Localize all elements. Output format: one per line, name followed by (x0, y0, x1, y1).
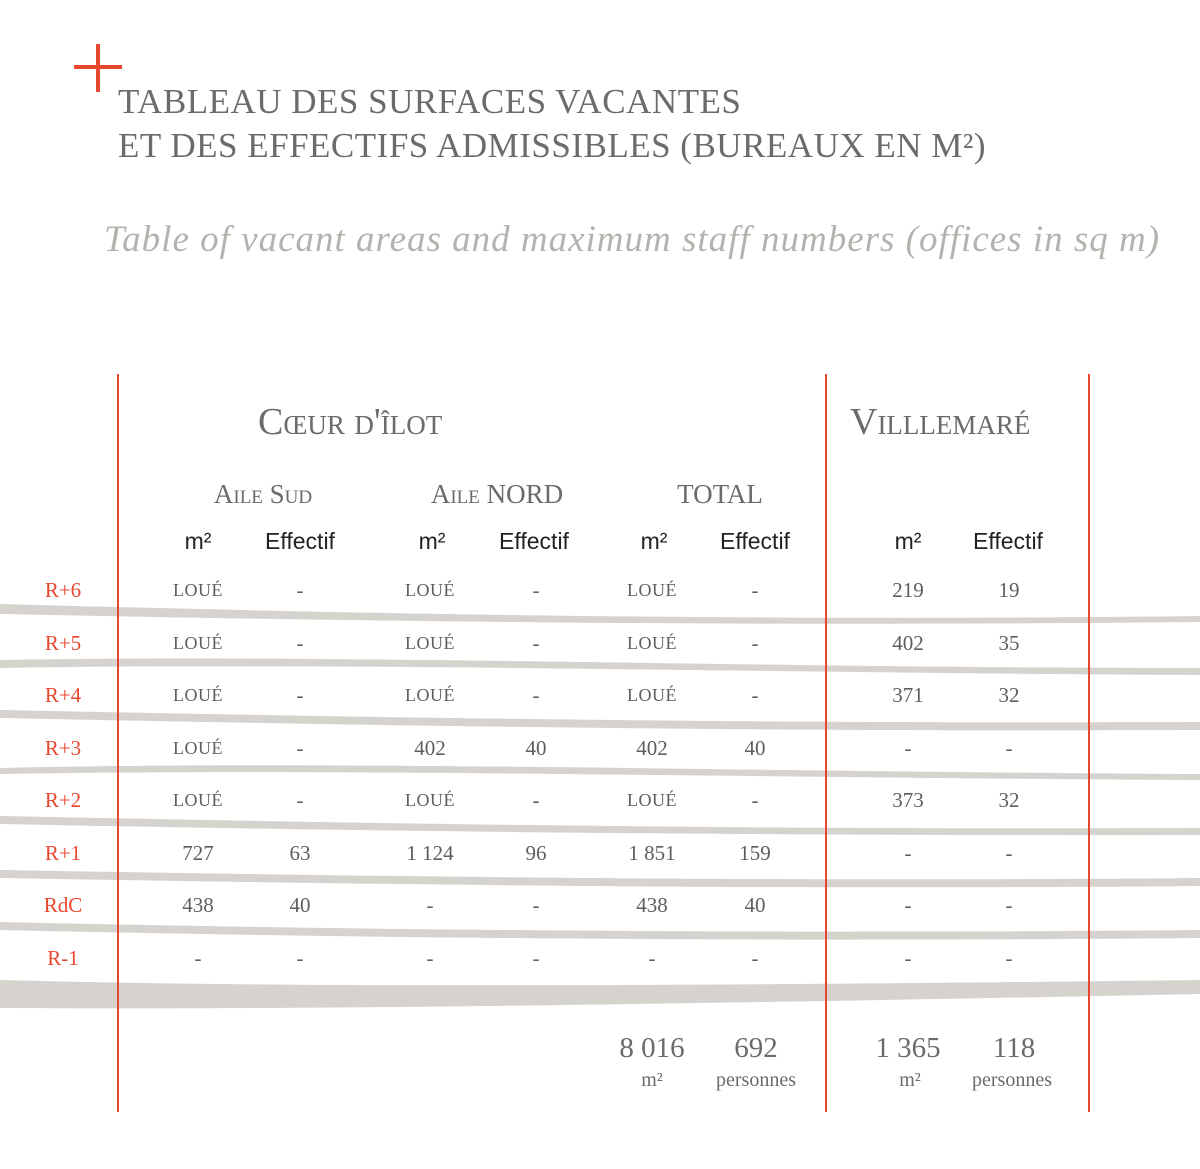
table-cell: 438 (636, 893, 668, 917)
row-label: R+5 (44, 630, 82, 655)
table-cell: - (532, 788, 540, 812)
table-cell: LOUÉ (173, 685, 223, 705)
divider-middle (825, 374, 827, 1112)
table-cell: 438 (182, 893, 214, 917)
total-coeur-staff-unit: personnes (716, 1069, 796, 1091)
total-villlemare-area-unit: m² (899, 1069, 921, 1091)
section-coeur-dilot: Cœur d'îlot (258, 401, 443, 443)
table-cell: 219 (892, 578, 924, 602)
divider-right (1088, 374, 1090, 1112)
table-cell: 402 (636, 735, 668, 760)
band-7 (0, 922, 1200, 940)
table-cell: - (532, 683, 540, 707)
table-cell: - (426, 893, 434, 917)
row-label: R+2 (44, 788, 82, 812)
table-cell: 40 (744, 735, 766, 760)
band-5 (0, 816, 1200, 835)
band-4 (0, 765, 1200, 780)
table-cell: LOUÉ (173, 632, 223, 653)
table-cell: LOUÉ (173, 737, 223, 758)
table-cell: 159 (739, 840, 771, 865)
title-line-1: TABLEAU DES SURFACES VACANTES (118, 82, 742, 121)
total-villlemare-staff-unit: personnes (972, 1069, 1052, 1091)
table-cell: 1 124 (406, 840, 454, 865)
total-coeur-area-unit: m² (641, 1069, 663, 1091)
col-header-m2: m² (184, 528, 212, 554)
table-cell: LOUÉ (173, 580, 223, 600)
table-cell: 19 (998, 578, 1020, 602)
table-cell: 1 851 (628, 840, 676, 865)
col-header-effectif: Effectif (499, 528, 569, 554)
table-cell: LOUÉ (627, 580, 677, 600)
table-cell: - (532, 893, 540, 917)
table-cell: LOUÉ (173, 790, 223, 810)
row-label: R+3 (44, 735, 82, 760)
table-cell: - (648, 945, 656, 970)
col-header-m2: m² (640, 528, 668, 554)
table-cell: LOUÉ (405, 632, 455, 653)
total-villlemare-staff: 118 (992, 1032, 1036, 1064)
table-cell: - (426, 945, 434, 970)
table-cell: - (904, 840, 912, 865)
table-cell: - (194, 945, 202, 970)
section-villlemare: Villlemaré (850, 401, 1031, 443)
table-cell: - (904, 945, 912, 970)
table-cell: - (296, 578, 304, 602)
band-3 (0, 710, 1200, 730)
table-cell: - (1005, 893, 1013, 917)
table-cell: - (751, 578, 759, 602)
table-cell: - (1005, 735, 1013, 760)
table-cell: - (296, 683, 304, 707)
table-cell: LOUÉ (627, 685, 677, 705)
table-cell: 40 (525, 735, 547, 760)
table-cell: - (296, 945, 304, 970)
table-cell: - (1005, 840, 1013, 865)
band-8 (0, 980, 1200, 1008)
table-cell: LOUÉ (627, 790, 677, 810)
table-cell: - (296, 630, 304, 655)
page-subtitle: Table of vacant areas and maximum staff numbers (offices in sq m) (104, 219, 1161, 260)
col-header-m2: m² (894, 528, 922, 554)
divider-left (117, 374, 119, 1112)
table-cell: - (751, 630, 759, 655)
row-label: R-1 (47, 945, 79, 970)
table-cell: LOUÉ (405, 685, 455, 705)
table-cell: 373 (892, 788, 924, 812)
row-label: RdC (43, 893, 83, 917)
band-1 (0, 604, 1200, 624)
table-cell: 402 (414, 735, 446, 760)
table-cell: - (1005, 945, 1013, 970)
table-cell: - (751, 788, 759, 812)
table-cell: - (532, 630, 540, 655)
table-cell: LOUÉ (405, 580, 455, 600)
table-cell: LOUÉ (405, 790, 455, 810)
total-coeur-area: 8 016 (619, 1032, 685, 1064)
col-header-effectif: Effectif (973, 528, 1043, 554)
table-cell: - (751, 683, 759, 707)
table-cell: 96 (525, 840, 547, 865)
total-villlemare-area: 1 365 (875, 1032, 941, 1064)
table-cell: 371 (892, 683, 924, 707)
band-2 (0, 659, 1200, 675)
table-cell: - (904, 735, 912, 760)
row-label: R+4 (44, 683, 82, 707)
table-cell: 40 (289, 893, 311, 917)
table-cell: LOUÉ (627, 632, 677, 653)
table-cell: 35 (998, 630, 1020, 655)
table-cell: - (296, 788, 304, 812)
table-cell: - (904, 893, 912, 917)
table-cell: 32 (998, 788, 1020, 812)
col-header-effectif: Effectif (720, 528, 790, 554)
wing-aile-nord: Aile NORD (430, 479, 564, 509)
table-cell: 40 (744, 893, 766, 917)
table-cell: 727 (182, 840, 214, 865)
table-cell: 32 (998, 683, 1020, 707)
row-label: R+6 (44, 578, 82, 602)
table-cell: - (532, 578, 540, 602)
col-header-effectif: Effectif (265, 528, 335, 554)
col-header-m2: m² (418, 528, 446, 554)
table-cell: 63 (289, 840, 311, 865)
title-line-2: ET DES EFFECTIFS ADMISSIBLES (BUREAUX EN M²) (118, 126, 987, 165)
band-6 (0, 870, 1200, 887)
row-label: R+1 (44, 840, 82, 865)
table-cell: - (751, 945, 759, 970)
table-cell: - (532, 945, 540, 970)
total-coeur-staff: 692 (734, 1032, 778, 1064)
wing-total: TOTAL (677, 479, 763, 509)
table-cell: 402 (892, 630, 924, 655)
table-cell: - (296, 735, 304, 760)
wing-aile-sud: Aile Sud (213, 479, 313, 509)
